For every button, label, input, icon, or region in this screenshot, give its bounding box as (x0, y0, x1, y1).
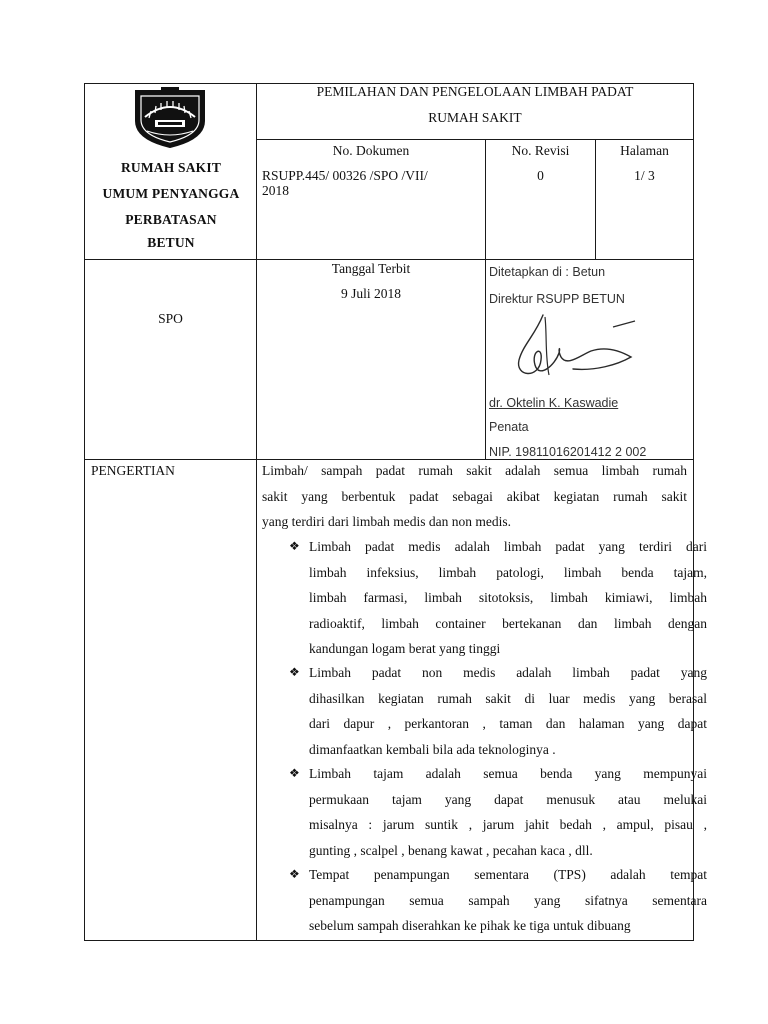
title-divider (256, 139, 694, 140)
page-label: Halaman (620, 143, 669, 158)
page-value: 1/ 3 (634, 168, 655, 183)
doc-no-value-line1: RSUPP.445/ 00326 /SPO /VII/ (262, 168, 428, 183)
issue-date-value: 9 Juli 2018 (340, 286, 401, 301)
director-signature (505, 305, 655, 395)
intro-line: sakit yang berbentuk padat sebagai akibat kegiatan rumah sakit (262, 488, 687, 504)
intro-line: yang terdiri dari limbah medis dan non medis. (262, 514, 511, 529)
bullet-line: limbah infeksius, limbah patologi, limbah benda tajam, (309, 564, 707, 580)
bullet-diamond-icon: ❖ (289, 867, 300, 881)
bullet-line: dari dapur , perkantoran , taman dan halaman yang dapat (309, 716, 707, 731)
table-border-bottom (84, 940, 694, 941)
bullet-diamond-icon: ❖ (289, 766, 300, 780)
left-column-divider (256, 83, 257, 941)
bullet-diamond-icon: ❖ (289, 539, 300, 553)
bullet-line: dimanfaatkan kembali bila ada teknologinya . (309, 741, 556, 757)
bullet-line: Limbah padat non medis adalah limbah padat yang (309, 665, 707, 680)
header-bottom-border (84, 259, 694, 260)
definition-bullet (289, 660, 707, 762)
revision-value: 0 (537, 168, 544, 183)
doc-no-divider (485, 139, 486, 460)
bullet-line: dihasilkan kegiatan rumah sakit di luar medis yang berasal (309, 690, 707, 706)
bullet-line: Limbah tajam adalah semua benda yang mempunyai (309, 766, 707, 781)
bullet-line: Tempat penampungan sementara (TPS) adalah tempat (309, 867, 707, 882)
bullet-line: radioaktif, limbah container bertekanan dan limbah dengan (309, 615, 707, 631)
hospital-name-line1: RUMAH SAKIT (120, 160, 222, 175)
director-name: dr. Oktelin K. Kaswadie (489, 396, 619, 410)
definition-bullet (289, 534, 707, 662)
director-rank: Penata (489, 420, 529, 434)
spo-label: SPO (158, 311, 183, 326)
intro-line: Limbah/ sampah padat rumah sakit adalah semua limbah rumah (262, 463, 687, 478)
hospital-name-line3: PERBATASAN (125, 212, 217, 227)
director-nip: NIP. 19811016201412 2 002 (489, 445, 647, 459)
bullet-line: limbah farmasi, limbah sitotoksis, limbah kimiawi, limbah (309, 590, 707, 605)
hospital-name-line2: UMUM PENYANGGA (102, 186, 240, 201)
revision-label: No. Revisi (511, 143, 570, 158)
issue-date-label: Tanggal Terbit (331, 261, 411, 276)
hospital-logo (133, 87, 207, 149)
approval-place: Ditetapkan di : Betun (489, 265, 606, 279)
bullet-diamond-icon: ❖ (289, 665, 300, 679)
bullet-line: Limbah padat medis adalah limbah padat yang terdiri dari (309, 539, 707, 554)
bullet-line: gunting , scalpel , benang kawat , pecahan kaca , dll. (309, 842, 593, 858)
definition-bullet (289, 761, 707, 863)
bullet-line: permukaan tajam yang dapat menusuk atau melukai (309, 791, 707, 807)
definition-intro (262, 458, 687, 535)
bullet-line: misalnya : jarum suntik , jarum jahit bedah , ampul, pisau , (309, 817, 707, 832)
hospital-name-line4: BETUN (147, 235, 195, 250)
table-border-left (84, 83, 85, 941)
bullet-line: sebelum sampah diserahkan ke pihak ke tiga untuk dibuang (309, 918, 631, 933)
approval-position: Direktur RSUPP BETUN (489, 292, 625, 306)
doc-no-value-line2: 2018 (262, 183, 289, 198)
document-title-line2: RUMAH SAKIT (428, 110, 522, 125)
bullet-line: penampungan semua sampah yang sifatnya sementara (309, 892, 707, 908)
definition-bullet (289, 862, 707, 939)
doc-no-label: No. Dokumen (332, 143, 410, 158)
definition-label: PENGERTIAN (91, 463, 175, 478)
bullet-line: kandungan logam berat yang tinggi (309, 641, 501, 656)
document-title-line1: PEMILAHAN DAN PENGELOLAAN LIMBAH PADAT (316, 84, 634, 99)
